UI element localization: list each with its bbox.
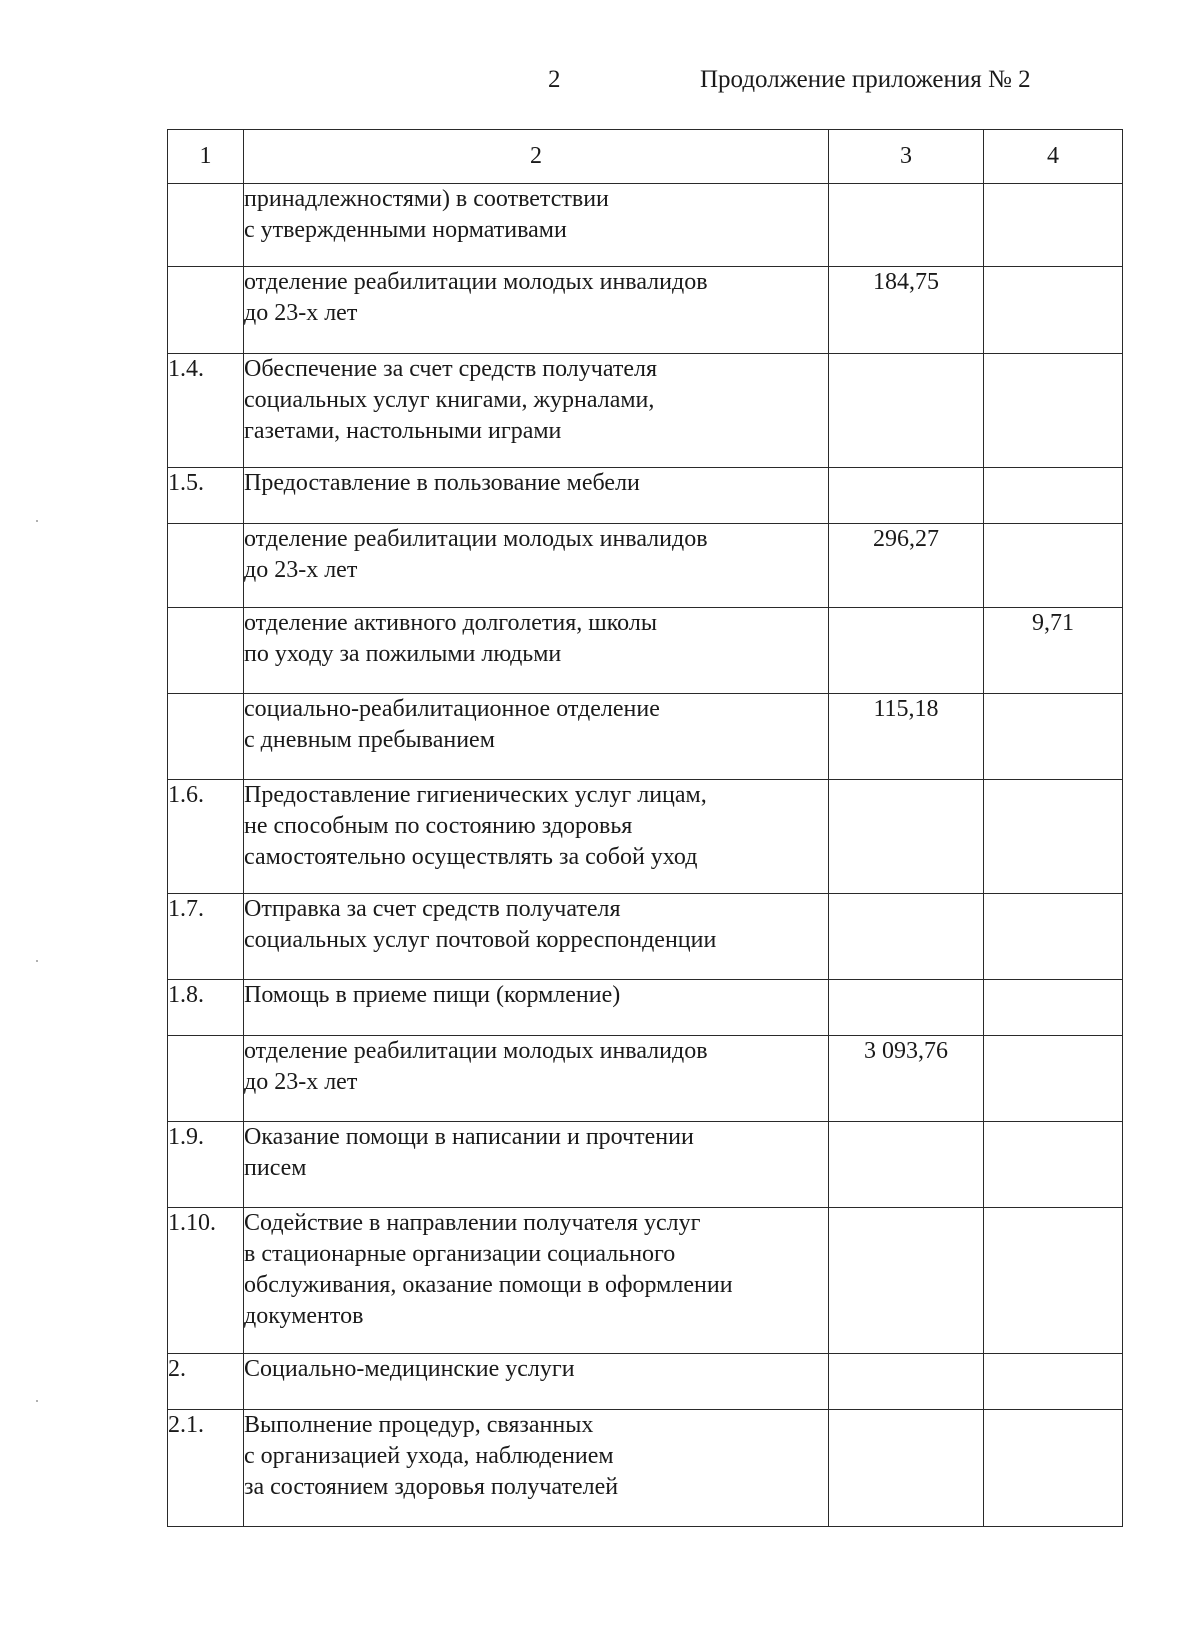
value-column-4-cell [984, 468, 1123, 524]
table-row [168, 524, 1123, 608]
value-column-3-cell [829, 1410, 984, 1527]
scan-margin-mark [36, 520, 38, 522]
service-description-cell: отделение реабилитации молодых инвалидов до 23-х лет [244, 524, 829, 608]
service-description-cell: Предоставление гигиенических услуг лицам, не способным по состоянию здоровья самостоятельно осуществлять за собой уход [244, 780, 829, 894]
value-column-3-cell: 115,18 [829, 694, 984, 780]
service-description-cell: отделение активного долголетия, школы по уходу за пожилыми людьми [244, 608, 829, 694]
row-number-cell: 1.4. [168, 354, 244, 468]
service-description-cell: отделение реабилитации молодых инвалидов до 23-х лет [244, 267, 829, 354]
table-row [168, 1122, 1123, 1208]
value-column-3-cell: 184,75 [829, 267, 984, 354]
service-description-cell: Предоставление в пользование мебели [244, 468, 829, 524]
column-header-4: 4 [984, 130, 1123, 184]
row-number-cell [168, 524, 244, 608]
value-column-4-cell [984, 894, 1123, 980]
row-number-cell [168, 1036, 244, 1122]
table-row [168, 980, 1123, 1036]
services-table [167, 129, 1123, 1527]
value-column-4-cell [984, 1208, 1123, 1354]
table-row [168, 694, 1123, 780]
value-column-4-cell [984, 694, 1123, 780]
appendix-continuation-label: Продолжение приложения № 2 [700, 66, 1031, 93]
value-column-4-cell [984, 1036, 1123, 1122]
table-row [168, 780, 1123, 894]
service-description-cell: принадлежностями) в соответствии с утвержденными нормативами [244, 184, 829, 267]
value-column-4-cell [984, 354, 1123, 468]
scan-margin-mark [36, 960, 38, 962]
row-number-cell: 1.10. [168, 1208, 244, 1354]
table-row [168, 354, 1123, 468]
service-description-cell: Социально-медицинские услуги [244, 1354, 829, 1410]
row-number-cell [168, 267, 244, 354]
table-row [168, 1354, 1123, 1410]
value-column-4-cell: 9,71 [984, 608, 1123, 694]
row-number-cell [168, 694, 244, 780]
column-header-3: 3 [829, 130, 984, 184]
value-column-4-cell [984, 524, 1123, 608]
table-row [168, 1410, 1123, 1527]
value-column-4-cell [984, 1122, 1123, 1208]
service-description-cell: Оказание помощи в написании и прочтении писем [244, 1122, 829, 1208]
value-column-3-cell [829, 894, 984, 980]
service-description-cell: Содействие в направлении получателя услуг в стационарные организации социального обслуживания, оказание помощи в оформлении документов [244, 1208, 829, 1354]
page-number: 2 [548, 66, 561, 93]
service-description-cell: Обеспечение за счет средств получателя социальных услуг книгами, журналами, газетами, настольными играми [244, 354, 829, 468]
table-row [168, 608, 1123, 694]
row-number-cell [168, 608, 244, 694]
value-column-4-cell [984, 1410, 1123, 1527]
table-row [168, 468, 1123, 524]
table-header-row [168, 130, 1123, 184]
value-column-3-cell [829, 1122, 984, 1208]
column-header-2: 2 [244, 130, 829, 184]
table-row [168, 1208, 1123, 1354]
row-number-cell: 1.8. [168, 980, 244, 1036]
column-header-1: 1 [168, 130, 244, 184]
service-description-cell: Отправка за счет средств получателя социальных услуг почтовой корреспонденции [244, 894, 829, 980]
service-description-cell: Помощь в приеме пищи (кормление) [244, 980, 829, 1036]
service-description-cell: отделение реабилитации молодых инвалидов до 23-х лет [244, 1036, 829, 1122]
value-column-3-cell [829, 980, 984, 1036]
value-column-3-cell: 296,27 [829, 524, 984, 608]
service-description-cell: социально-реабилитационное отделение с дневным пребыванием [244, 694, 829, 780]
row-number-cell [168, 184, 244, 267]
row-number-cell: 1.7. [168, 894, 244, 980]
table-row [168, 1036, 1123, 1122]
table-row [168, 894, 1123, 980]
scan-margin-mark [36, 1400, 38, 1402]
value-column-4-cell [984, 267, 1123, 354]
value-column-3-cell [829, 608, 984, 694]
value-column-4-cell [984, 980, 1123, 1036]
value-column-3-cell [829, 354, 984, 468]
row-number-cell: 1.5. [168, 468, 244, 524]
service-description-cell: Выполнение процедур, связанных с организацией ухода, наблюдением за состоянием здоровья получателей [244, 1410, 829, 1527]
value-column-3-cell: 3 093,76 [829, 1036, 984, 1122]
row-number-cell: 2.1. [168, 1410, 244, 1527]
table-row [168, 184, 1123, 267]
value-column-4-cell [984, 780, 1123, 894]
value-column-3-cell [829, 1354, 984, 1410]
value-column-4-cell [984, 184, 1123, 267]
value-column-4-cell [984, 1354, 1123, 1410]
row-number-cell: 1.6. [168, 780, 244, 894]
row-number-cell: 1.9. [168, 1122, 244, 1208]
value-column-3-cell [829, 468, 984, 524]
row-number-cell: 2. [168, 1354, 244, 1410]
value-column-3-cell [829, 184, 984, 267]
table-row [168, 267, 1123, 354]
value-column-3-cell [829, 1208, 984, 1354]
value-column-3-cell [829, 780, 984, 894]
